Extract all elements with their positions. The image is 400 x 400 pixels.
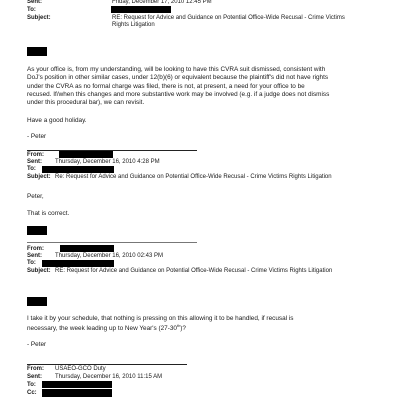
redaction-bar (42, 166, 114, 173)
subject-line-2: Rights Litigation (112, 22, 155, 28)
separator-line (27, 242, 197, 243)
from-label: From: (27, 366, 44, 372)
cc-label: Cc: (27, 390, 37, 396)
to-label: To: (27, 166, 36, 172)
redaction-bar (27, 297, 47, 306)
redaction-bar (42, 260, 114, 267)
redaction-bar (42, 389, 112, 397)
subject-value: RE: Request for Advice and Guidance on Potential Office-Wide Recusal - Crime Victims Rights Litigation (55, 268, 333, 274)
email-3-signature: - Peter (27, 341, 47, 348)
sent-label: Sent: (27, 159, 42, 165)
redaction-bar (59, 151, 113, 158)
email-2-to-row (27, 166, 36, 174)
email-4-cc-row (27, 390, 37, 398)
subject-label: Subject: (27, 268, 51, 274)
message-1-signature: - Peter (27, 133, 47, 140)
email-3-body (27, 315, 382, 334)
to-label: To: (27, 260, 36, 266)
from-label: From: (27, 152, 44, 158)
header-subject-row (27, 15, 345, 23)
to-label: To: (27, 382, 36, 388)
email-3-subject-row (27, 268, 332, 276)
sent-value: Thursday, December 16, 2010 4:28 PM (55, 159, 160, 165)
message-1-line: under the CVRA as no formal charge was filed, there is not, at present, a need for your office to be (27, 82, 305, 90)
to-label: To: (27, 7, 36, 13)
message-1-closing: Have a good holiday. (27, 117, 87, 124)
subject-value: Re: Request for Advice and Guidance on Potential Office-Wide Recusal - Crime Victims Rights Litigation (55, 174, 332, 180)
redaction-bar (111, 6, 171, 13)
message-1-line: recused. If/when this changes and more substantive work may be involved (e.g. if a judge does not dismiss (27, 90, 330, 98)
sent-value: Thursday, December 16, 2010 11:15 AM (55, 374, 163, 380)
email-2-greeting: Peter, (27, 193, 44, 200)
separator-line (27, 364, 187, 365)
redaction-bar (42, 381, 112, 388)
subject-line-1: RE: Request for Advice and Guidance on Potential Office-Wide Recusal - Crime Victims (112, 15, 345, 21)
redaction-bar (27, 47, 47, 56)
email-4-from-row (27, 366, 106, 374)
email-2-subject-row (27, 174, 332, 182)
from-value: USAEO-GCO Duty (55, 366, 106, 372)
message-1-line: under this procedural bar), we can revisit. (27, 99, 145, 107)
from-label: From: (27, 246, 44, 252)
message-1-line: DoJ's position in other similar cases, under 12(b)(6) or equivalent because the plaintiff's did not have rights (27, 74, 329, 82)
subject-label: Subject: (27, 15, 51, 21)
email-4-to-row (27, 382, 36, 390)
email-3-line: I take it by your schedule, that nothing is pressing on this allowing it to be handled, if recusal is (27, 315, 294, 322)
email-3-to-row (27, 260, 36, 268)
sent-value: Thursday, December 16, 2010 02:43 PM (55, 253, 163, 259)
redaction-bar (27, 226, 47, 235)
redaction-bar (60, 245, 114, 252)
header-to-row (27, 7, 36, 15)
message-1-line: As your office is, from my understanding, will be looking to have this CVRA suit dismissed, consistent with (27, 66, 326, 73)
sent-label: Sent: (27, 253, 42, 259)
sent-label: Sent: (27, 374, 42, 380)
email-3-line: necessary, the week leading up to New Year's (27-30th)? (27, 323, 186, 333)
sent-value: Friday, December 17, 2010 12:45 PM (112, 0, 212, 5)
sent-label: Sent: (27, 0, 42, 5)
subject-label: Subject: (27, 174, 51, 180)
message-1-body (27, 66, 382, 108)
email-2-body: That is correct. (27, 210, 70, 217)
